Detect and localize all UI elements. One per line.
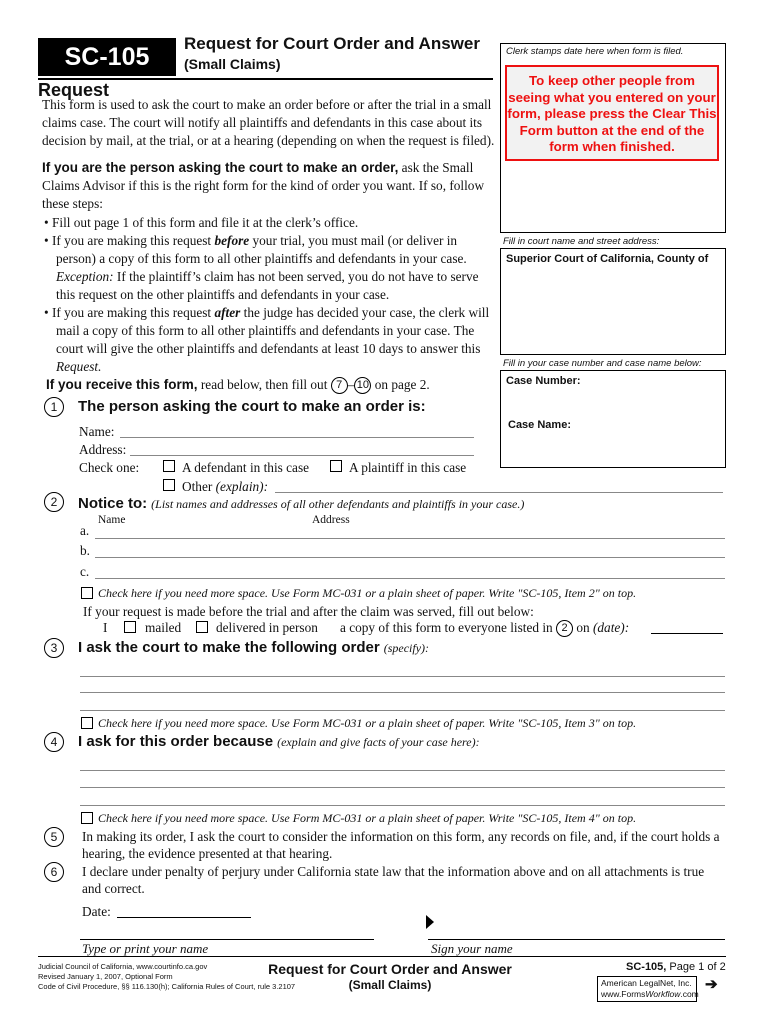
clear-form-warning: To keep other people from seeing what you entered on your form, please press the Clear This Form button at the end of the form when finished. [505,65,719,161]
sec2-more-space-note: Check here if you need more space. Use Form MC-031 or a plain sheet of paper. Write "SC-105, Item 2" on top. [98,586,637,600]
sec4-more-space-checkbox[interactable] [81,810,93,828]
section-5-number: 5 [44,827,64,847]
mailed-label: mailed [145,620,182,635]
section-2-heading: Notice to: (List names and addresses of all other defendants and plaintiffs in your case.) [78,495,525,512]
print-name-input[interactable] [80,939,374,940]
asking-rest: ask the Small Claims Advisor if this is the right form for the kind of order you want. If so, follow these steps: [42,160,485,211]
bullet-3: • If you are making this request after the judge has decided your case, the clerk will mail a copy of this form to all other plaintiffs and defendants in your case. The court will give the other plaintiffs and defendants at least 10 days to answer this Request. [44,305,490,374]
case-number-field[interactable] [501,371,725,407]
plaintiff-option-label: A plaintiff in this case [349,460,467,475]
copy-text: a copy of this form to everyone listed in 2 on (date): [340,620,629,637]
form-id-badge: SC-105 [38,38,176,76]
sign-name-label: Sign your name [431,941,513,956]
order-line-2[interactable] [80,692,725,693]
col-name-label: Name [98,514,126,526]
check-one-label: Check one: [79,460,140,475]
reason-line-2[interactable] [80,787,725,788]
ref-10-icon: 10 [354,377,371,394]
type-name-label: Type or print your name [82,941,209,956]
section-4-heading: I ask for this order because (explain and give facts of your case here): [78,733,480,750]
defendant-checkbox[interactable] [163,458,175,476]
footer-title: Request for Court Order and Answer [268,961,512,977]
form-subtitle: (Small Claims) [184,56,281,72]
court-name-label: Fill in court name and street address: [503,236,660,247]
address-label: Address: [79,442,127,457]
asking-paragraph [42,159,502,213]
other-explain-input[interactable] [275,492,723,493]
served-date-input[interactable] [651,633,723,634]
case-info-label: Fill in your case number and case name below: [503,358,702,369]
ref-7-icon: 7 [331,377,348,394]
section-6-text: I declare under penalty of perjury under California state law that the information above and on all attachments is true and correct. [82,864,705,896]
signature-input[interactable] [428,939,725,940]
bullet-2: • If you are making this request before your trial, you must mail (or deliver in person) a copy of this form to all other plaintiffs and defendants in your case. Exception: If the plaintiff’s claim has not been served, you do not have to serve this request on the other plaintiffs and defendants in your case. [44,233,479,302]
delivered-checkbox[interactable] [196,619,208,637]
form-title: Request for Court Order and Answer [184,34,480,53]
case-name-label: Case Name: [508,419,571,431]
row-a-label: a. [80,523,90,538]
row-b-label: b. [80,543,90,558]
date-label: Date: [82,904,111,919]
sec2-more-space-checkbox[interactable] [81,585,93,603]
sign-arrow-icon [426,915,434,929]
sec4-more-space-note: Check here if you need more space. Use Form MC-031 or a plain sheet of paper. Write "SC-105, Item 4" on top. [98,811,637,825]
other-checkbox[interactable] [163,477,175,495]
sec3-more-space-note: Check here if you need more space. Use Form MC-031 or a plain sheet of paper. Write "SC-105, Item 3" on top. [98,716,637,730]
notice-row-b-input[interactable] [95,557,725,558]
section-3-heading: I ask the court to make the following order (specify): [78,639,430,656]
section-6-number: 6 [44,862,64,882]
row-c-label: c. [80,564,90,579]
order-line-3[interactable] [80,710,725,711]
vendor-box: American LegalNet, Inc. www.FormsWorkflow.com [597,976,697,1002]
plaintiff-checkbox[interactable] [330,458,342,476]
ref-2-icon: 2 [556,620,573,637]
name-input[interactable] [120,437,474,438]
i-label: I [103,620,108,635]
footer-rule [38,956,726,957]
receive-paragraph: If you receive this form, read below, then fill out 7 – 10 on page 2. [46,376,506,394]
request-intro: This form is used to ask the court to make an order before or after the trial in a small claims case. The court will notify all plaintiffs and defendants in this case about its decision by mail, at the trial, or at a hearing (depending on when the request is filed). [42,97,495,148]
section-1-title: The person asking the court to make an order is: [78,398,426,415]
col-address-label: Address [312,514,350,526]
case-number-label: Case Number: [506,375,581,387]
asking-bold: If you are the person asking the court to make an order, [42,160,399,175]
notice-row-c-input[interactable] [95,578,725,579]
notice-row-a-input[interactable] [95,538,725,539]
signature-date-input[interactable] [117,917,251,918]
case-name-field[interactable] [501,410,725,466]
section-3-number: 3 [44,638,64,658]
section-4-number: 4 [44,732,64,752]
section-5-text: In making its order, I ask the court to consider the information on this form, any records on file, and, if the court holds a hearing, the evidence presented at that hearing. [82,829,720,861]
delivered-label: delivered in person [216,620,318,635]
address-input[interactable] [130,455,474,456]
name-label: Name: [79,424,115,439]
defendant-option-label: A defendant in this case [182,460,310,475]
before-trial-text: If your request is made before the trial and after the claim was served, fill out below: [83,604,534,619]
bullet-1: • Fill out page 1 of this form and file it at the clerk’s office. [44,215,359,230]
other-option-label: Other (explain): [182,479,269,494]
footer-subtitle: (Small Claims) [348,978,432,992]
footer-citation: Judicial Council of California, www.courtinfo.ca.gov Revised January 1, 2007, Optional Form Code of Civil Procedure, §§ 116.130(h); California Rules of Court, rule 3.2107 [38,962,296,991]
next-page-arrow-icon[interactable]: ➔ [705,976,718,993]
mailed-checkbox[interactable] [124,619,136,637]
order-line-1[interactable] [80,676,725,677]
section-1-number: 1 [44,397,64,417]
footer-page: SC-105, Page 1 of 2 [626,961,726,973]
reason-line-1[interactable] [80,770,725,771]
request-heading: Request [38,80,110,100]
reason-line-3[interactable] [80,805,725,806]
sec3-more-space-checkbox[interactable] [81,715,93,733]
clerk-stamp-label: Clerk stamps date here when form is filed. [506,46,684,57]
section-2-number: 2 [44,492,64,512]
court-name: Superior Court of California, County of [506,253,709,265]
